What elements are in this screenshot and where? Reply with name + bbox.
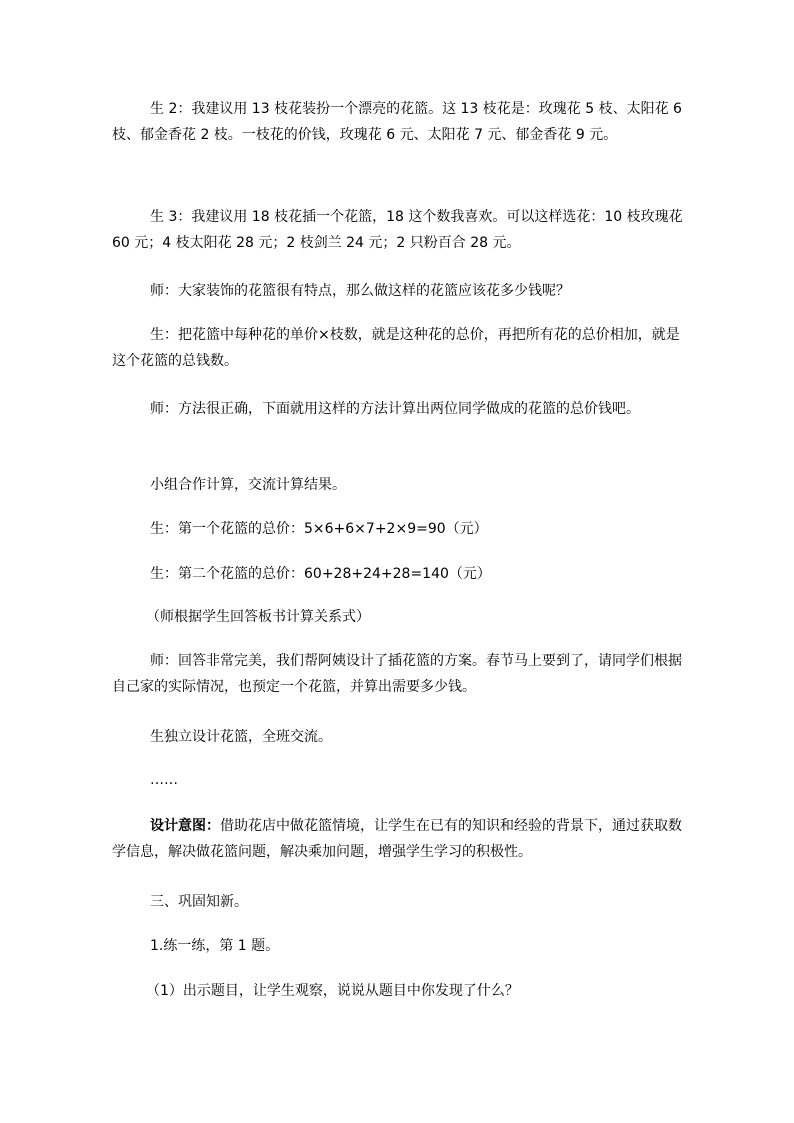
paragraph-board-note: （师根据学生回答板书计算关系式） bbox=[146, 609, 370, 625]
paragraph-group-work: 小组合作计算，交流计算结果。 bbox=[150, 477, 346, 493]
paragraph-student-2: 生 2：我建议用 13 枝花装扮一个漂亮的花篮。这 13 枝花是：玫瑰花 5 枝、太阳花 6 枝、郁金香花 2 枝。一枝花的价钱，玫瑰花 6 元、太阳花 7 元、郁金香花 9 元。 bbox=[112, 101, 682, 143]
section-heading: 三、巩固知新。 bbox=[150, 894, 248, 910]
paragraph-student-method: 生：把花篮中每种花的单价×枝数，就是这种花的总价，再把所有花的总价相加，就是这个花篮的总钱数。 bbox=[112, 327, 680, 369]
paragraph-basket-2-total: 生：第二个花篮的总价：60+28+24+28=140（元） bbox=[150, 566, 491, 582]
design-intent-label: 设计意图： bbox=[150, 818, 220, 834]
design-intent-paragraph bbox=[112, 813, 687, 865]
design-intent-text: 借助花店中做花篮情境，让学生在已有的知识和经验的背景下，通过获取数学信息，解决做花篮问题，解决乘加问题，增强学生学习的积极性。 bbox=[112, 818, 682, 860]
paragraph-basket-1-total: 生：第一个花篮的总价：5×6+6×7+2×9=90（元） bbox=[150, 521, 488, 537]
paragraph-student-design: 生独立设计花篮，全班交流。 bbox=[150, 729, 332, 745]
exercise-1-step-1: （1）出示题目，让学生观察，说说从题目中你发现了什么？ bbox=[146, 983, 519, 999]
paragraph-teacher-question: 师：大家装饰的花篮很有特点，那么做这样的花篮应该花多少钱呢？ bbox=[150, 283, 570, 299]
paragraph-ellipsis: …… bbox=[150, 772, 178, 788]
exercise-1: 1.练一练，第 1 题。 bbox=[150, 938, 280, 954]
paragraph-student-3: 生 3：我建议用 18 枝花插一个花篮，18 这个数我喜欢。可以这样选花：10 枝玫瑰花 60 元；4 枝太阳花 28 元；2 枝剑兰 24 元；2 只粉百合 28 元。 bbox=[112, 209, 683, 251]
paragraph-teacher-approve: 师：方法很正确，下面就用这样的方法计算出两位同学做成的花篮的总价钱吧。 bbox=[150, 401, 640, 417]
paragraph-teacher-task: 师：回答非常完美，我们帮阿姨设计了插花篮的方案。春节马上要到了，请同学们根据自己家的实际情况，也预定一个花篮，并算出需要多少钱。 bbox=[112, 653, 682, 695]
